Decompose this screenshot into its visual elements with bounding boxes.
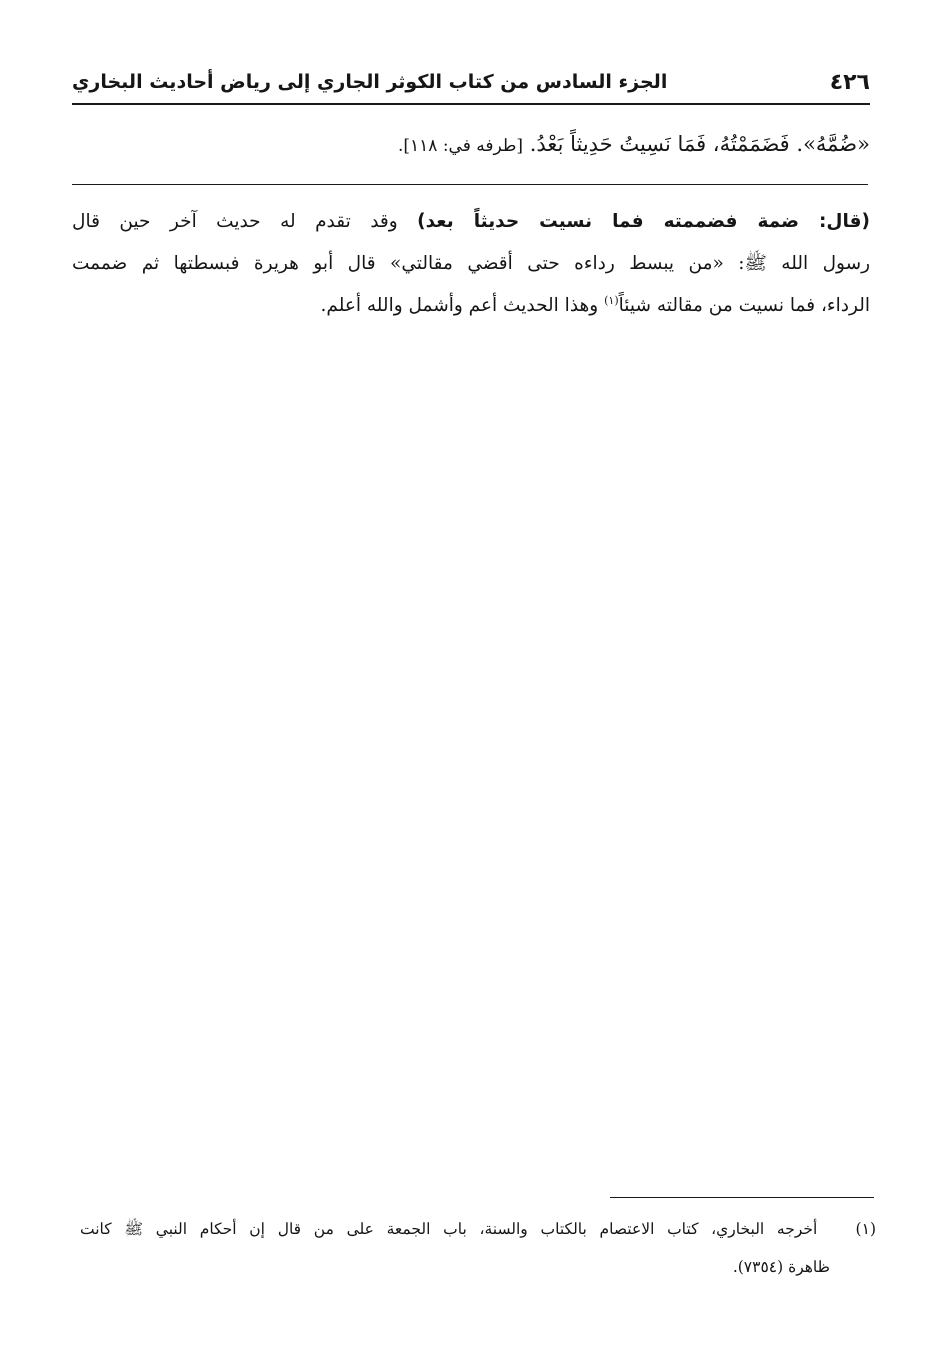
- running-title: الجزء السادس من كتاب الكوثر الجاري إلى رياض أحاديث البخاري: [72, 71, 668, 93]
- hadith-text: [72, 120, 870, 170]
- running-header: [72, 62, 870, 102]
- commentary-line: [72, 201, 870, 243]
- footnote-text: ظاهرة (٧٣٥٤).: [732, 1258, 830, 1276]
- commentary-line: [72, 243, 870, 285]
- commentary-text: رسول الله ﷺ: «من يبسط رداءه حتى أقضي مقالتي» قال أبو هريرة فبسطتها ثم ضممت: [72, 253, 870, 274]
- commentary-text: وهذا الحديث أعم وأشمل والله أعلم.: [320, 295, 599, 316]
- header-rule: [72, 103, 870, 105]
- footnote-text: أخرجه البخاري، كتاب الاعتصام بالكتاب والسنة، باب الجمعة على من قال إن أحكام النبي ﷺ كانت: [80, 1220, 818, 1238]
- commentary-text: الرداء، فما نسيت من مقالته شيئاً: [618, 295, 870, 316]
- page-number: ٤٢٦: [829, 69, 870, 95]
- commentary: [72, 201, 870, 327]
- hadith-reference: [طرفه في: ١١٨].: [397, 136, 524, 156]
- commentary-line: [72, 285, 870, 327]
- footnote-line: [80, 1248, 876, 1286]
- footnote-separator: [610, 1197, 874, 1198]
- commentary-text: وقد تقدم له حديث آخر حين قال: [72, 211, 398, 232]
- footnote-marker[interactable]: (١): [604, 293, 619, 307]
- footnotes: [80, 1210, 876, 1286]
- quoted-phrase: (قال: ضمة فضممته فما نسيت حديثاً بعد): [417, 211, 870, 232]
- hadith-matn: «ضُمَّهُ». فَضَمَمْتُهُ، فَمَا نَسِيتُ حَدِيثاً بَعْدُ.: [529, 132, 870, 156]
- footnote-line: [80, 1210, 876, 1248]
- footnote-number: (١): [855, 1220, 876, 1238]
- hadith-separator: [72, 184, 868, 185]
